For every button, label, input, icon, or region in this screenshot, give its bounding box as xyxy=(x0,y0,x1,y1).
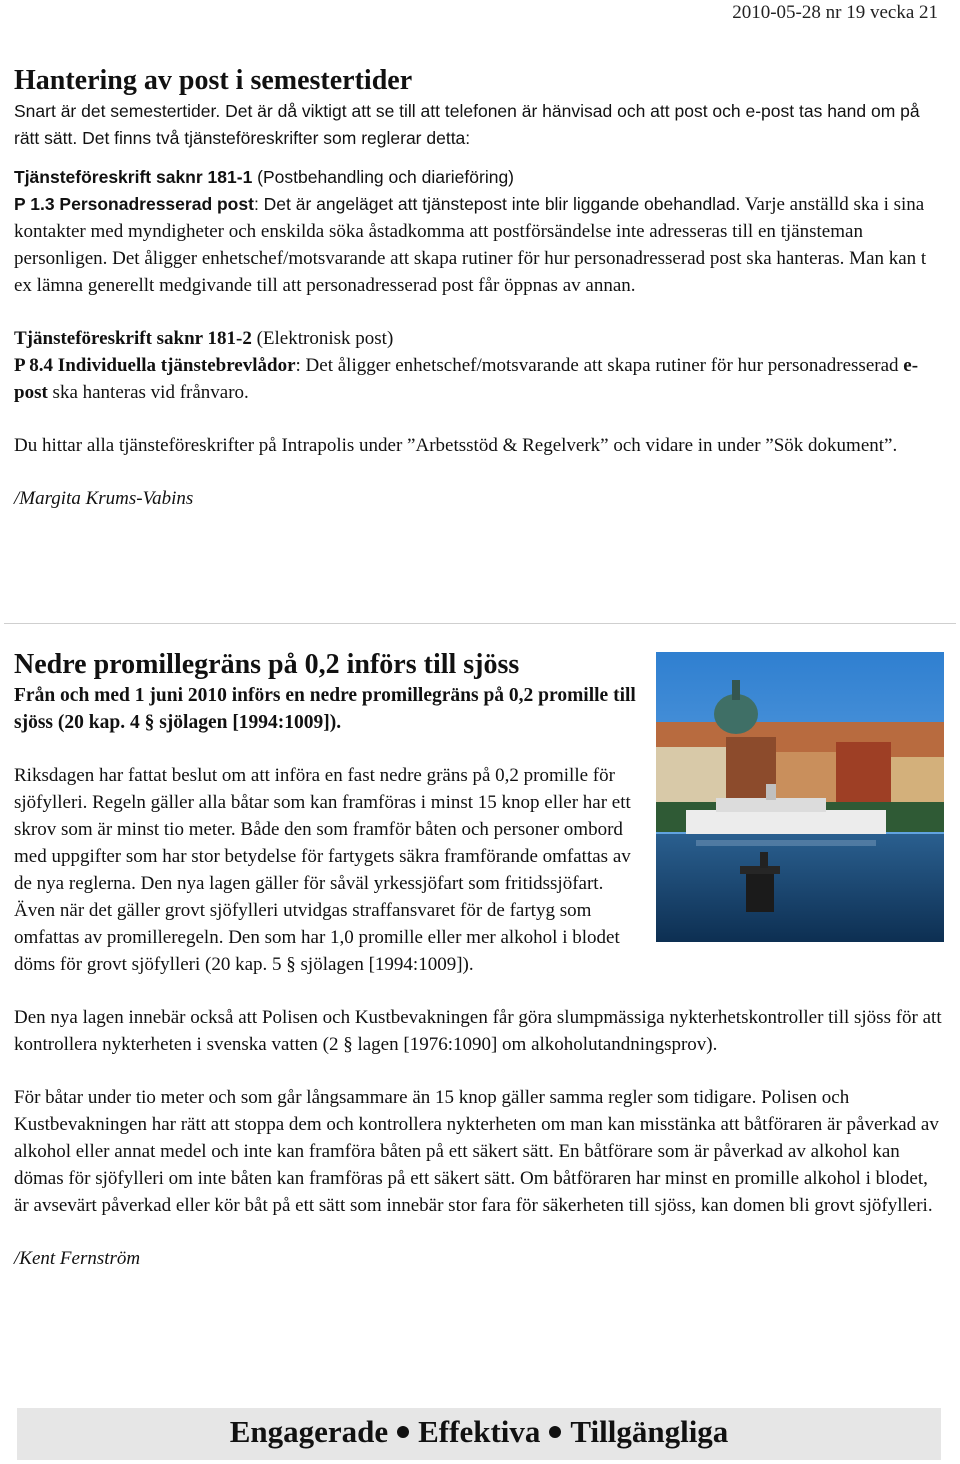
rule-181-2-desc: (Elektronisk post) xyxy=(251,328,394,349)
rule-181-1 xyxy=(14,164,939,191)
paragraph-2: Den nya lagen innebär också att Polisen och Kustbevakningen får göra slumpmässiga nykterhetskontroller till sjöss för att kontrollera nykterheten i svenska vatten (2 § lagen [1976:1090] om alkoholutandningsprov). xyxy=(14,1007,942,1055)
bullet-icon xyxy=(397,1426,409,1438)
signature: /Margita Krums-Vabins xyxy=(14,488,194,509)
article-promille xyxy=(14,648,944,1272)
article-subtitle: Från och med 1 juni 2010 införs en nedre promillegräns på 0,2 promille till sjöss (20 kap. 4 § sjölagen [1994:1009]). xyxy=(14,685,636,733)
issue-date: 2010-05-28 nr 19 vecka 21 xyxy=(732,2,938,23)
p13-body: Varje anställd ska i sina kontakter med myndigheter och enskilda söka åstadkomma att postförsändelse inte adresseras till en tjänsteman personligen. Det åligger enhetschef/motsvarande att skapa rutiner för hur personadresserad post ska hanteras. Man kan t ex lämna generellt medgivande till att personadresserad post får öppnas av annan. xyxy=(14,194,927,296)
article-intro: Snart är det semestertider. Det är då viktigt att se till att telefonen är hänvisad och att post och e-post tas hand om på rätt sätt. Det finns två tjänsteföreskrifter som reglerar detta: xyxy=(14,101,920,148)
p13-title: P 1.3 Personadresserad post xyxy=(14,194,254,214)
article-title: Hantering av post i semestertider xyxy=(14,65,413,96)
rule-181-1-title: Tjänsteföreskrift saknr 181-1 xyxy=(14,167,253,187)
rule-181-1-desc: (Postbehandling och diarieföring) xyxy=(252,167,515,187)
paragraph-p13 xyxy=(14,191,939,299)
section-divider xyxy=(4,623,956,624)
paragraph-1: Riksdagen har fattat beslut om att införa en fast nedre gräns på 0,2 promille för sjöfylleri. Regeln gäller alla båtar som kan framföras i minst 15 knop eller har ett skrov som är minst tio meter. Både den som framför båten och personer ombord med uppgifter som har stor betydelse för fartygets säkra framförande omfattas av de nya reglerna. Den nya lagen gäller för såväl yrkessjöfart som fritidssjöfart. Även när det gäller grovt sjöfylleri utvidgas straffansvaret för de fartyg som omfattas av promilleregeln. Den som har 1,0 promille eller mer alkohol i blodet döms för grovt sjöfylleri (20 kap. 5 § sjölagen [1994:1009]). xyxy=(14,765,631,975)
article-title: Nedre promillegräns på 0,2 införs till sjöss xyxy=(14,649,520,680)
p84-text-a: : Det åligger enhetschef/motsvarande att skapa rutiner för hur personadresserad xyxy=(295,355,904,376)
intrapolis-note: Du hittar alla tjänsteföreskrifter på Intrapolis under ”Arbetsstöd & Regelverk” och vidare in under ”Sök dokument”. xyxy=(14,435,898,456)
p13-lead: : Det är angeläget att tjänstepost inte blir liggande obehandlad. xyxy=(253,194,741,214)
p84-title: P 8.4 Individuella tjänstebrevlådor xyxy=(14,355,296,376)
rule-181-2 xyxy=(14,325,939,352)
stockholm-harbor-photo xyxy=(656,652,944,942)
signature: /Kent Fernström xyxy=(14,1248,141,1269)
article-post-handling xyxy=(14,64,939,512)
rule-181-2-title: Tjänsteföreskrift saknr 181-2 xyxy=(14,328,252,349)
paragraph-3: För båtar under tio meter och som går långsammare än 15 knop gäller samma regler som tidigare. Polisen och Kustbevakningen har rätt att stoppa dem och kontrollera nykterheten om man kan misstänka att båtföraren är påverkad av alkohol eller annat medel och inte kan framföra båten på ett säkert sätt. En båtförare som är påverkad av alkohol kan dömas för sjöfylleri om inte båten kan framföras på ett säkert sätt. Om båtföraren har minst en promille alkohol i blodet, är avsevärt påverkad eller kör båt på ett sätt som innebär stor fara för säkerheten till sjöss, kan domen bli grovt sjöfylleri. xyxy=(14,1087,939,1216)
motto-banner xyxy=(17,1408,941,1460)
motto-word-3: Tillgängliga xyxy=(570,1414,729,1449)
bullet-icon xyxy=(549,1426,561,1438)
paragraph-p84 xyxy=(14,352,939,406)
p84-epost: e-post xyxy=(14,355,919,403)
motto-word-1: Engagerade xyxy=(229,1414,389,1449)
p84-text-b: ska hanteras vid frånvaro. xyxy=(47,382,249,403)
motto-word-2: Effektiva xyxy=(418,1414,541,1449)
